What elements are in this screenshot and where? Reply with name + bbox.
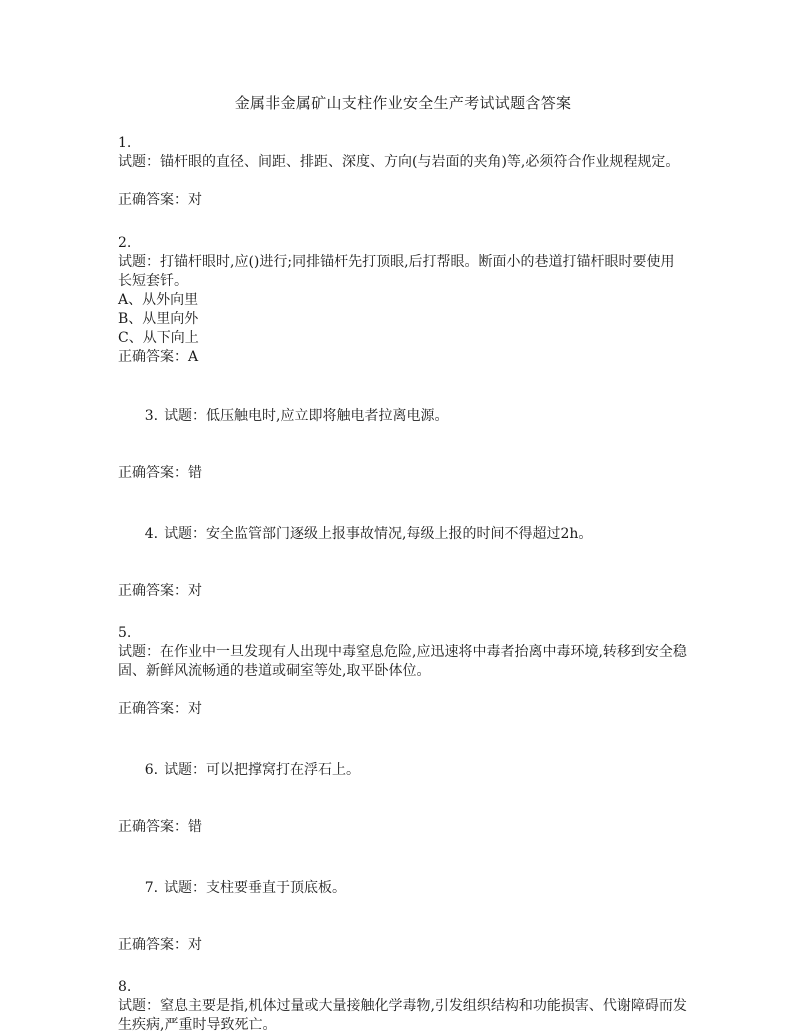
question-2 [118,234,688,367]
answer-text: 正确答案：A [118,349,199,365]
question-5 [118,624,688,719]
answer-text: 正确答案：对 [118,583,202,599]
question-number: 2. [118,235,132,251]
question-7 [118,860,688,955]
question-number: 4. [144,526,159,542]
question-8 [118,978,688,1035]
answer-text: 正确答案：错 [118,465,202,481]
option-a: A、从外向里 [118,292,199,308]
question-text: 试题：低压触电时,应立即将触电者拉离电源。 [164,408,449,424]
answer-text: 正确答案：对 [118,701,202,717]
document-page [118,92,688,1035]
answer-text: 正确答案：对 [118,192,202,208]
question-number: 3. [144,408,159,424]
answer-text: 正确答案：对 [118,937,202,953]
option-c: C、从下向上 [118,330,199,346]
question-4 [118,506,688,601]
question-number: 8. [118,979,132,995]
question-text: 试题：安全监管部门逐级上报事故情况,每级上报的时间不得超过2h。 [164,526,593,542]
question-number: 7. [144,880,159,896]
question-number: 1. [118,135,132,151]
question-text: 试题：锚杆眼的直径、间距、排距、深度、方向(与岩面的夹角)等,必须符合作业规程规定。 [118,154,680,170]
question-number: 5. [118,625,132,641]
question-text: 试题：打锚杆眼时,应()进行;同排锚杆先打顶眼,后打帮眼。断面小的巷道打锚杆眼时要使用长短套钎。 [118,254,675,289]
question-text: 试题：支柱要垂直于顶底板。 [164,880,347,896]
answer-text: 正确答案：错 [118,819,202,835]
document-title: 金属非金属矿山支柱作业安全生产考试试题含答案 [234,94,572,112]
question-1 [118,134,688,210]
question-number: 6. [144,762,159,778]
question-3 [118,388,688,483]
question-text: 试题：可以把撑窝打在浮石上。 [164,762,361,778]
question-text: 试题：窒息主要是指,机体过量或大量接触化学毒物,引发组织结构和功能损害、代谢障碍而发生疾病,严重时导致死亡。 [118,998,687,1033]
question-text: 试题：在作业中一旦发现有人出现中毒窒息危险,应迅速将中毒者抬离中毒环境,转移到安全稳固、新鲜风流畅通的巷道或硐室等处,取平卧体位。 [118,644,687,679]
option-b: B、从里向外 [118,311,199,327]
question-6 [118,742,688,837]
